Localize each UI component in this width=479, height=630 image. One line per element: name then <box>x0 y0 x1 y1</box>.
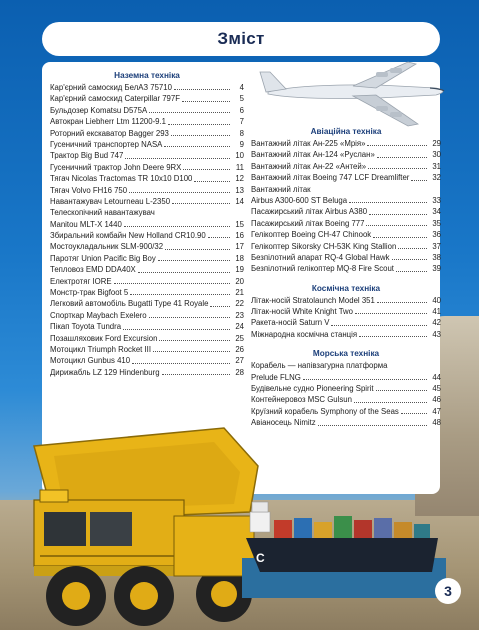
toc-leader-dots <box>149 112 230 113</box>
toc-entry-page: 22 <box>235 299 244 309</box>
toc-leader-dots <box>130 294 230 295</box>
toc-entry[interactable] <box>50 264 244 275</box>
toc-entry-title: Кар'єрний самоскид Caterpillar 797F <box>50 94 180 104</box>
toc-entry-page: 27 <box>235 356 244 366</box>
section-heading: Космічна техніка <box>311 283 381 293</box>
toc-entry-title: Вантажний літак <box>251 184 311 194</box>
toc-entry[interactable] <box>251 317 441 328</box>
toc-entry-title: Ракета-носій Saturn V <box>251 318 330 328</box>
toc-leader-dots <box>171 135 230 136</box>
toc-entry-title: Мотоцикл Triumph Rocket III <box>50 344 152 354</box>
toc-entry-title: Монстр-трак Bigfoot 5 <box>50 288 129 298</box>
toc-entry-page: 19 <box>235 265 244 275</box>
toc-entry-title: Автокран Liebherr Ltm 11200-9.1 <box>50 117 167 127</box>
toc-entry-page: 11 <box>235 162 244 172</box>
toc-entry[interactable] <box>50 287 244 298</box>
toc-entry-page: 18 <box>235 253 244 263</box>
toc-entry[interactable] <box>251 172 441 183</box>
toc-entry[interactable] <box>251 241 441 252</box>
toc-entry[interactable] <box>50 333 244 344</box>
toc-entry-page: 35 <box>432 218 441 228</box>
toc-entry-title: Корабель — напівзагурна платформа <box>251 361 388 371</box>
toc-entry[interactable] <box>50 207 244 218</box>
toc-entry-title: Літак-носій White Knight Two <box>251 307 353 317</box>
toc-entry[interactable] <box>50 173 244 184</box>
toc-leader-dots <box>159 340 230 341</box>
toc-entry-title: Пасажирський літак Boeing 777 <box>251 218 365 228</box>
toc-leader-dots <box>396 271 427 272</box>
page-number-badge: 3 <box>435 578 461 604</box>
toc-leader-dots <box>138 272 230 273</box>
toc-entry-title: Літак-носій Stratolaunch Model 351 <box>251 295 375 305</box>
toc-entry[interactable] <box>251 218 441 229</box>
toc-entry-title: Вантажний літак Ан-22 «Антей» <box>251 161 367 171</box>
toc-leader-dots <box>210 306 230 307</box>
toc-entry[interactable] <box>251 206 441 217</box>
toc-entry[interactable] <box>50 128 244 139</box>
toc-entry-title: Пасажирський літак Airbus A380 <box>251 207 368 217</box>
toc-entry-title: Гелікоптер Boeing CH-47 Chinook <box>251 230 372 240</box>
toc-entry-title: Гелікоптер Sikorsky CH-53K King Stallion <box>251 241 397 251</box>
toc-entry-page: 45 <box>432 384 441 394</box>
toc-leader-dots <box>368 168 427 169</box>
toc-entry[interactable] <box>50 162 244 173</box>
toc-entry-page: 21 <box>235 288 244 298</box>
toc-leader-dots <box>129 192 230 193</box>
toc-leader-dots <box>182 101 230 102</box>
toc-entry-page: 4 <box>239 82 244 92</box>
toc-leader-dots <box>401 413 427 414</box>
toc-entry[interactable] <box>251 372 441 383</box>
toc-entry[interactable] <box>50 241 244 252</box>
toc-entry[interactable] <box>50 150 244 161</box>
toc-entry-title: Електротяг IORE <box>50 276 112 286</box>
toc-entry-page: 23 <box>235 310 244 320</box>
toc-entry-page: 6 <box>239 105 244 115</box>
toc-entry-page: 16 <box>235 231 244 241</box>
toc-entry-page: 7 <box>239 117 244 127</box>
toc-entry-page: 29 <box>432 138 441 148</box>
toc-entry-title: Тягач Nicolas Tractomas TR 10x10 D100 <box>50 174 193 184</box>
toc-entry[interactable] <box>50 253 244 264</box>
section-heading: Авіаційна техніка <box>310 127 382 136</box>
toc-leader-dots <box>165 249 230 250</box>
toc-leader-dots <box>153 351 230 352</box>
cargo-airplane-illustration <box>258 58 454 132</box>
toc-leader-dots <box>114 283 230 284</box>
toc-entry-title: Дирижабль LZ 129 Hindenburg <box>50 367 160 377</box>
toc-entry[interactable] <box>251 263 441 274</box>
toc-entry-page: 5 <box>239 94 244 104</box>
toc-entry[interactable] <box>251 295 441 306</box>
toc-leader-dots <box>303 379 427 380</box>
toc-entry-title: Міжнародна космічна станція <box>251 329 358 339</box>
toc-leader-dots <box>162 374 230 375</box>
toc-entry-page: 36 <box>432 230 441 240</box>
toc-entry[interactable] <box>251 229 441 240</box>
section-heading-ground: Наземна техніка <box>114 71 180 80</box>
toc-entry-title: Трактор Big Bud 747 <box>50 151 124 161</box>
toc-entry[interactable] <box>50 344 244 355</box>
toc-leader-dots <box>392 259 428 260</box>
toc-entry[interactable] <box>251 149 441 160</box>
toc-entry-title: Тепловоз EMD DDA40X <box>50 265 136 275</box>
toc-entry-title: Телескопічний навантажувач <box>50 208 155 218</box>
toc-leader-dots <box>359 336 427 337</box>
toc-leader-dots <box>149 317 230 318</box>
toc-entry-title: Гусеничний трактор John Deere 9RX <box>50 162 182 172</box>
toc-leader-dots <box>369 214 427 215</box>
toc-entry[interactable] <box>50 355 244 366</box>
toc-entry-title: Бульдозер Komatsu D575A <box>50 105 148 115</box>
toc-entry-page: 42 <box>432 318 441 328</box>
toc-entry-title: Тягач Volvo FH16 750 <box>50 185 128 195</box>
page-title: Зміст <box>42 22 440 56</box>
toc-entry[interactable] <box>50 276 244 287</box>
toc-leader-dots <box>158 260 230 261</box>
toc-entry-title: Manitou MLT-X 1440 <box>50 219 122 229</box>
toc-entry-title: Будівельне судно Pioneering Spirit <box>251 384 374 394</box>
toc-entry-title: Кар'єрний самоскид БелАЗ 75710 <box>50 82 172 92</box>
toc-entry-page: 32 <box>432 173 441 183</box>
toc-entry[interactable] <box>251 406 441 417</box>
toc-entry[interactable] <box>50 139 244 150</box>
toc-entry-title: Вантажний літак Ан-124 «Руслан» <box>251 150 375 160</box>
toc-entry[interactable] <box>50 321 244 332</box>
toc-entry-page: 40 <box>432 295 441 305</box>
toc-entry[interactable] <box>251 306 441 317</box>
toc-entry-page: 41 <box>432 307 441 317</box>
toc-entry-title: Airbus A300-600 ST Beluga <box>251 195 348 205</box>
toc-entry[interactable] <box>50 185 244 196</box>
toc-entry-page: 48 <box>432 418 441 428</box>
toc-entry-page: 17 <box>235 242 244 252</box>
toc-leader-dots <box>124 226 230 227</box>
toc-entry-page: 10 <box>235 151 244 161</box>
toc-entry-page: 34 <box>432 207 441 217</box>
toc-entry[interactable] <box>251 138 441 149</box>
toc-leader-dots <box>194 181 230 182</box>
toc-entry-title: Мостоукладальник SLM-900/32 <box>50 242 164 252</box>
toc-entry-title: Спорткар Maybach Exelero <box>50 310 147 320</box>
toc-entry[interactable] <box>50 82 244 93</box>
toc-entry-title: Паротяг Union Pacific Big Boy <box>50 253 156 263</box>
container-ship-illustration <box>242 498 446 598</box>
toc-leader-dots <box>377 157 427 158</box>
toc-entry-page: 47 <box>432 406 441 416</box>
toc-entry-page: 31 <box>432 161 441 171</box>
toc-entry-page: 37 <box>432 241 441 251</box>
toc-entry-title: Prelude FLNG <box>251 372 301 382</box>
toc-entry-page: 33 <box>432 195 441 205</box>
toc-leader-dots <box>164 146 230 147</box>
toc-entry-title: Контейнеровоз MSC Gulsun <box>251 395 352 405</box>
toc-leader-dots <box>174 89 230 90</box>
toc-entry-title: Навантажувач Letourneau L-2350 <box>50 196 171 206</box>
toc-leader-dots <box>377 302 427 303</box>
toc-leader-dots <box>132 363 230 364</box>
toc-leader-dots <box>398 248 427 249</box>
toc-entry[interactable] <box>50 298 244 309</box>
toc-entry-title: Вантажний літак Ан-225 «Мрія» <box>251 138 366 148</box>
toc-entry-title: Гусеничний транспортер NASA <box>50 139 163 149</box>
toc-entry-page: 39 <box>432 264 441 274</box>
toc-leader-dots <box>411 180 427 181</box>
toc-leader-dots <box>318 425 427 426</box>
toc-leader-dots <box>367 145 427 146</box>
toc-entry[interactable] <box>251 329 441 340</box>
toc-entry-title: Безпілотний апарат RQ-4 Global Hawk <box>251 252 390 262</box>
toc-leader-dots <box>168 124 230 125</box>
toc-entry[interactable] <box>251 161 441 172</box>
mining-dump-truck-illustration <box>14 416 264 628</box>
toc-entry[interactable] <box>251 360 441 371</box>
toc-entry-page: 44 <box>432 372 441 382</box>
toc-entry-page: 38 <box>432 252 441 262</box>
toc-leader-dots <box>331 325 427 326</box>
toc-entry[interactable] <box>50 310 244 321</box>
toc-leader-dots <box>376 390 427 391</box>
toc-entry[interactable] <box>50 230 244 241</box>
toc-entry-title: Безпілотний гелікоптер MQ-8 Fire Scout <box>251 264 394 274</box>
toc-entry[interactable] <box>251 195 441 206</box>
toc-entry[interactable] <box>50 367 244 378</box>
toc-entry-title: Легковий автомобіль Bugatti Type 41 Royale <box>50 299 209 309</box>
toc-entry-page: 9 <box>239 139 244 149</box>
toc-entry[interactable] <box>251 252 441 263</box>
toc-leader-dots <box>208 237 230 238</box>
toc-entry-page: 20 <box>235 276 244 286</box>
toc-entry-page: 24 <box>235 322 244 332</box>
toc-entry-page: 14 <box>235 196 244 206</box>
toc-leader-dots <box>355 313 427 314</box>
toc-entry-page: 26 <box>235 344 244 354</box>
toc-entry[interactable] <box>251 184 441 195</box>
toc-entry-page: 28 <box>235 367 244 377</box>
toc-leader-dots <box>123 329 230 330</box>
toc-entry-title: Круїзний корабель Symphony of the Seas <box>251 406 399 416</box>
toc-leader-dots <box>125 158 230 159</box>
toc-entry[interactable] <box>50 93 244 104</box>
toc-entry-title: Мотоцикл Gunbus 410 <box>50 356 131 366</box>
svg-text:C: C <box>256 551 265 565</box>
toc-entry-page: 8 <box>239 128 244 138</box>
toc-leader-dots <box>373 237 427 238</box>
toc-entry[interactable] <box>251 394 441 405</box>
toc-leader-dots <box>354 402 427 403</box>
toc-entry[interactable] <box>251 383 441 394</box>
toc-leader-dots <box>366 225 427 226</box>
toc-entry-page: 12 <box>235 174 244 184</box>
toc-entry[interactable] <box>50 196 244 207</box>
toc-entry-page: 15 <box>235 219 244 229</box>
toc-entry[interactable] <box>50 105 244 116</box>
toc-entry-title: Роторний екскаватор Bagger 293 <box>50 128 169 138</box>
toc-entry-page: 43 <box>432 329 441 339</box>
toc-leader-dots <box>349 202 427 203</box>
toc-entry[interactable] <box>50 116 244 127</box>
left-list <box>50 82 244 378</box>
toc-entry[interactable] <box>251 417 441 428</box>
toc-entry-title: Авіаносець Nimitz <box>251 418 316 428</box>
right-column <box>251 126 441 429</box>
toc-entry-page: 25 <box>235 333 244 343</box>
toc-leader-dots <box>183 169 230 170</box>
toc-entry-page: 13 <box>235 185 244 195</box>
toc-entry-title: Вантажний літак Boeing 747 LCF Dreamlifter <box>251 173 410 183</box>
left-column <box>50 70 244 378</box>
toc-entry-page: 46 <box>432 395 441 405</box>
toc-leader-dots <box>172 203 230 204</box>
section-heading: Морська техніка <box>312 349 380 359</box>
toc-entry-title: Позашляховик Ford Excursion <box>50 333 158 343</box>
toc-entry-title: Пікап Toyota Tundra <box>50 322 122 332</box>
toc-entry-page: 30 <box>432 150 441 160</box>
toc-entry-title: Збиральний комбайн New Holland CR10.90 <box>50 231 206 241</box>
toc-entry[interactable] <box>50 219 244 230</box>
